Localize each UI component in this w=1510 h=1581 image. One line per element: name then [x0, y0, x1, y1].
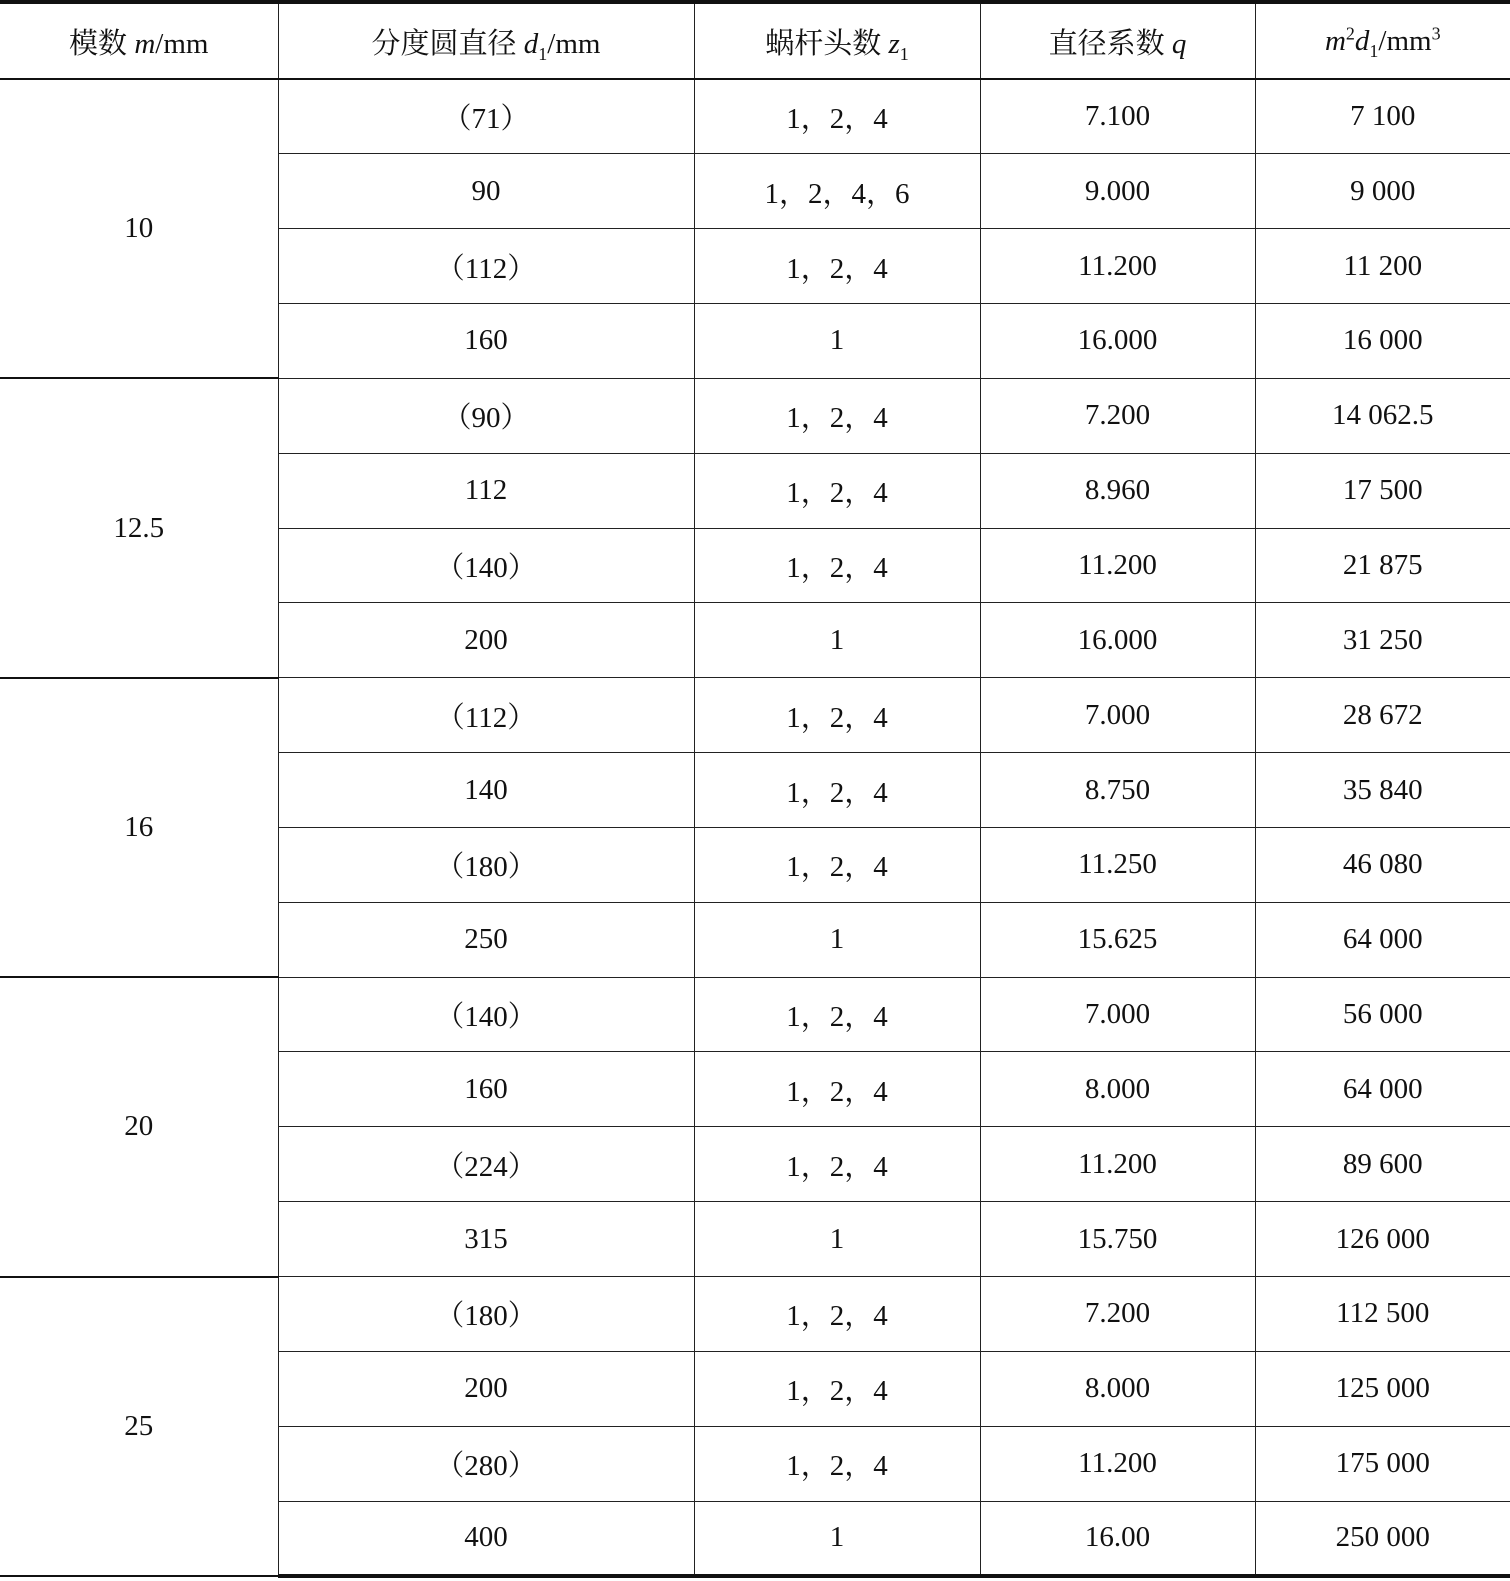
pitch-diameter-cell: （140）	[278, 528, 694, 603]
module-cell: 20	[0, 977, 278, 1276]
table-row	[0, 678, 1510, 753]
diameter-factor-cell: 7.100	[980, 79, 1255, 154]
threads-cell: 1，2，4	[694, 1426, 980, 1501]
pitch-diameter-cell: （180）	[278, 1277, 694, 1352]
threads-cell: 1，2，4	[694, 753, 980, 828]
pitch-diameter-cell: 200	[278, 603, 694, 678]
threads-cell: 1	[694, 603, 980, 678]
table-row	[0, 378, 1510, 453]
m2d1-cell: 126 000	[1255, 1202, 1510, 1277]
table-body	[0, 79, 1510, 1576]
threads-cell: 1，2，4	[694, 378, 980, 453]
diameter-factor-cell: 11.200	[980, 1127, 1255, 1202]
diameter-factor-cell: 7.000	[980, 678, 1255, 753]
threads-cell: 1，2，4，6	[694, 154, 980, 229]
threads-cell: 1，2，4	[694, 1277, 980, 1352]
pitch-diameter-cell: （180）	[278, 827, 694, 902]
diameter-factor-cell: 8.960	[980, 453, 1255, 528]
pitch-diameter-cell: （90）	[278, 378, 694, 453]
m2d1-cell: 21 875	[1255, 528, 1510, 603]
pitch-diameter-cell: （224）	[278, 1127, 694, 1202]
pitch-diameter-cell: 160	[278, 304, 694, 379]
pitch-diameter-cell: 140	[278, 753, 694, 828]
m2d1-cell: 17 500	[1255, 453, 1510, 528]
threads-cell: 1，2，4	[694, 1351, 980, 1426]
threads-cell: 1，2，4	[694, 528, 980, 603]
table-row	[0, 79, 1510, 154]
diameter-factor-cell: 16.000	[980, 603, 1255, 678]
m2d1-cell: 125 000	[1255, 1351, 1510, 1426]
pitch-diameter-cell: 315	[278, 1202, 694, 1277]
m2d1-cell: 175 000	[1255, 1426, 1510, 1501]
pitch-diameter-cell: 160	[278, 1052, 694, 1127]
pitch-diameter-cell: 90	[278, 154, 694, 229]
threads-cell: 1，2，4	[694, 1052, 980, 1127]
header-module: 模数 m/mm	[0, 2, 278, 79]
m2d1-cell: 9 000	[1255, 154, 1510, 229]
module-cell: 12.5	[0, 378, 278, 677]
diameter-factor-cell: 7.000	[980, 977, 1255, 1052]
m2d1-cell: 28 672	[1255, 678, 1510, 753]
m2d1-cell: 16 000	[1255, 304, 1510, 379]
diameter-factor-cell: 15.625	[980, 902, 1255, 977]
m2d1-cell: 64 000	[1255, 1052, 1510, 1127]
diameter-factor-cell: 7.200	[980, 1277, 1255, 1352]
header-row	[0, 2, 1510, 79]
module-cell: 16	[0, 678, 278, 977]
diameter-factor-cell: 9.000	[980, 154, 1255, 229]
module-cell: 10	[0, 79, 278, 378]
pitch-diameter-cell: （112）	[278, 678, 694, 753]
pitch-diameter-cell: （112）	[278, 229, 694, 304]
table-row	[0, 977, 1510, 1052]
header-diameter-factor: 直径系数 q	[980, 2, 1255, 79]
m2d1-cell: 7 100	[1255, 79, 1510, 154]
m2d1-cell: 250 000	[1255, 1501, 1510, 1576]
diameter-factor-cell: 8.750	[980, 753, 1255, 828]
m2d1-cell: 46 080	[1255, 827, 1510, 902]
m2d1-cell: 112 500	[1255, 1277, 1510, 1352]
pitch-diameter-cell: （280）	[278, 1426, 694, 1501]
header-threads: 蜗杆头数 $z_1$	[694, 2, 980, 79]
m2d1-cell: 56 000	[1255, 977, 1510, 1052]
diameter-factor-cell: 15.750	[980, 1202, 1255, 1277]
pitch-diameter-cell: （140）	[278, 977, 694, 1052]
threads-cell: 1	[694, 1202, 980, 1277]
header-pitch-diameter: 分度圆直径 $d_1/mm$	[278, 2, 694, 79]
table-header	[0, 2, 1510, 79]
threads-cell: 1，2，4	[694, 229, 980, 304]
m2d1-cell: 35 840	[1255, 753, 1510, 828]
pitch-diameter-cell: （71）	[278, 79, 694, 154]
pitch-diameter-cell: 112	[278, 453, 694, 528]
threads-cell: 1，2，4	[694, 453, 980, 528]
threads-cell: 1，2，4	[694, 977, 980, 1052]
threads-cell: 1，2，4	[694, 1127, 980, 1202]
m2d1-cell: 14 062.5	[1255, 378, 1510, 453]
diameter-factor-cell: 11.250	[980, 827, 1255, 902]
diameter-factor-cell: 11.200	[980, 528, 1255, 603]
diameter-factor-cell: 11.200	[980, 1426, 1255, 1501]
threads-cell: 1，2，4	[694, 827, 980, 902]
threads-cell: 1，2，4	[694, 79, 980, 154]
pitch-diameter-cell: 250	[278, 902, 694, 977]
diameter-factor-cell: 8.000	[980, 1351, 1255, 1426]
header-m2d1: $m^2d_1/mm^3$	[1255, 2, 1510, 79]
threads-cell: 1	[694, 304, 980, 379]
m2d1-cell: 11 200	[1255, 229, 1510, 304]
m2d1-cell: 31 250	[1255, 603, 1510, 678]
diameter-factor-cell: 7.200	[980, 378, 1255, 453]
diameter-factor-cell: 16.000	[980, 304, 1255, 379]
m2d1-cell: 64 000	[1255, 902, 1510, 977]
m2d1-cell: 89 600	[1255, 1127, 1510, 1202]
pitch-diameter-cell: 400	[278, 1501, 694, 1576]
threads-cell: 1	[694, 1501, 980, 1576]
diameter-factor-cell: 8.000	[980, 1052, 1255, 1127]
pitch-diameter-cell: 200	[278, 1351, 694, 1426]
threads-cell: 1	[694, 902, 980, 977]
diameter-factor-cell: 11.200	[980, 229, 1255, 304]
module-cell: 25	[0, 1277, 278, 1576]
diameter-factor-cell: 16.00	[980, 1501, 1255, 1576]
table-row	[0, 1277, 1510, 1352]
threads-cell: 1，2，4	[694, 678, 980, 753]
